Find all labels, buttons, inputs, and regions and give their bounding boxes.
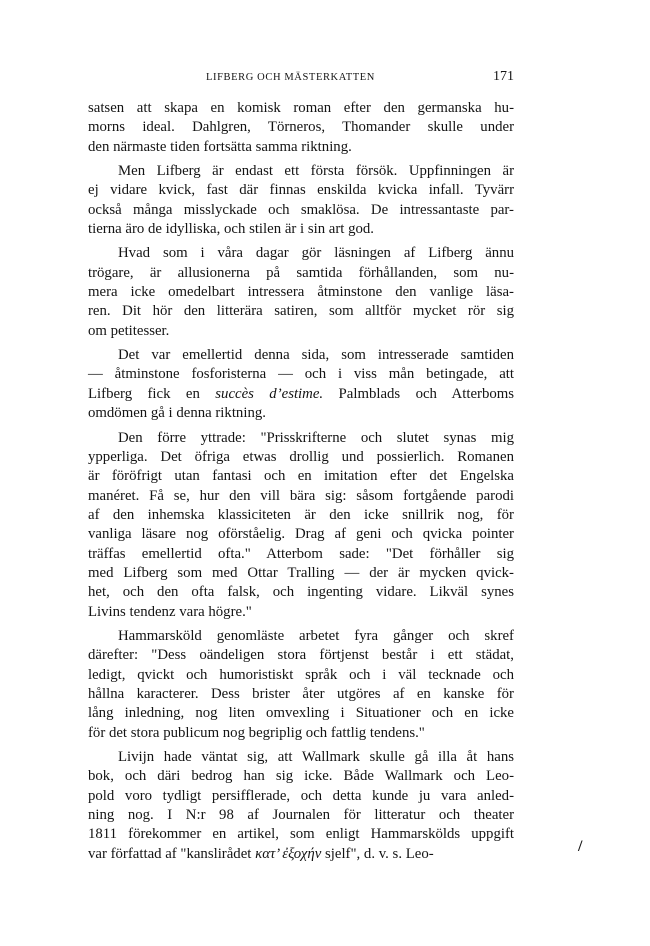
text-line: ej vidare kvick, fast där finnas enskilda kvicka infall. Tyvärr xyxy=(88,182,514,199)
text-line: också många misslyckade och smaklösa. De intressantaste par- xyxy=(88,201,514,218)
paragraph xyxy=(88,162,514,239)
italic-phrase: succès d’estime. xyxy=(215,385,324,402)
text-line: tierna äro de idylliska, och stilen är i sin art god. xyxy=(88,221,374,238)
text-line: satsen att skapa en komisk roman efter den germanska hu- xyxy=(88,100,514,116)
text-line xyxy=(88,845,514,864)
text-line: ypperliga. Det öfriga etwas drollig und possierlich. Romanen xyxy=(88,448,514,465)
text-line xyxy=(88,385,514,404)
text-line: den närmaste tiden fortsätta samma riktning. xyxy=(88,138,352,155)
text-line: träffas emellertid ofta." Atterbom sade: "Det förhåller sig xyxy=(88,545,514,562)
text-line: manéret. Få se, hur den vill bära sig: såsom fortgående parodi xyxy=(88,487,514,504)
text-line: därefter: "Dess oändeligen stora förtjenst består i ett städat, xyxy=(88,647,514,664)
italic-phrase: κατ’ ἐξοχήν xyxy=(255,845,322,862)
text-line: hållna karacterer. Dess brister åter utgöres af en kanske för xyxy=(88,685,514,702)
text-segment: Palmblads och Atterboms xyxy=(323,385,515,402)
text-line: är föröfrigt utan fantasi och en imitation efter det Engelska xyxy=(88,468,514,485)
page-header xyxy=(88,69,514,89)
text-line: bok, och däri bedrog han sig icke. Både Wallmark och Leo- xyxy=(88,768,514,785)
text-line: trögare, är allusionerna på samtida förhållanden, som nu- xyxy=(88,264,514,281)
text-line: 1811 förekommer en artikel, som enligt Hammarskölds uppgift xyxy=(88,826,514,843)
text-line: Hvad som i våra dagar gör läsningen af Lifberg ännu xyxy=(118,245,514,262)
paragraph xyxy=(88,346,514,423)
paragraph xyxy=(88,99,514,157)
text-line: Hammarsköld genomläste arbetet fyra gånger och skref xyxy=(118,627,514,644)
paragraph xyxy=(88,627,514,743)
text-line: Livijn hade väntat sig, att Wallmark skulle gå illa åt hans xyxy=(118,749,514,765)
text-line: om petitesser. xyxy=(88,322,170,339)
text-segment: sjelf", d. v. s. Leo- xyxy=(321,845,434,862)
text-line: Det var emellertid denna sida, som intresserade samtiden xyxy=(118,347,514,364)
running-title: LIFBERG OCH MÄSTERKATTEN xyxy=(206,72,375,83)
text-line: för det stora publicum nog begriplig och fattlig tendens." xyxy=(88,724,425,741)
page-number: 171 xyxy=(493,69,514,84)
text-line: omdömen gå i denna riktning. xyxy=(88,405,266,422)
text-segment: Lifberg fick en xyxy=(88,385,216,402)
text-line: af den inhemska klassiciteten är den icke snillrik nog, för xyxy=(88,506,514,523)
text-line: Livins tendenz vara högre." xyxy=(88,603,252,620)
text-line: med Lifberg som med Ottar Tralling — der är mycken qvick- xyxy=(88,564,514,581)
text-line: ledigt, qvickt och humoristiskt språk och i väl tecknade och xyxy=(88,666,514,683)
text-line: het, och den ofta falsk, och ingenting vidare. Likväl synes xyxy=(88,584,514,601)
body-text xyxy=(88,99,514,864)
text-line: ren. Dit hör den litterära satiren, som alltför mycket rör sig xyxy=(88,303,514,320)
margin-mark: / xyxy=(578,838,583,855)
text-line: vanliga läsare nog oförståelig. Drag af geni och qvicka pointer xyxy=(88,526,514,543)
text-segment: var författad af "kanslirådet xyxy=(88,845,256,862)
paragraph xyxy=(88,748,514,864)
text-line: Men Lifberg är endast ett första försök. Uppfinningen är xyxy=(118,163,514,180)
text-line: Den förre yttrade: "Prisskrifterne och slutet synas mig xyxy=(118,429,514,446)
text-line: — åtminstone fosforisterna — och i viss mån betingade, att xyxy=(88,366,514,383)
text-line: ning nog. I N:r 98 af Journalen för litteratur och theater xyxy=(88,807,514,824)
text-line: mera icke omedelbart intressera åtminstone den vanlige läsa- xyxy=(88,284,514,301)
text-line: morns ideal. Dahlgren, Törneros, Thomander skulle under xyxy=(88,119,514,136)
text-line: lång inledning, nog liten omvexling i Situationer och en icke xyxy=(88,705,514,722)
text-line: pold voro tydligt persifflerade, och detta kunde ju vara anled- xyxy=(88,787,514,804)
paragraph xyxy=(88,244,514,341)
paragraph xyxy=(88,429,514,622)
